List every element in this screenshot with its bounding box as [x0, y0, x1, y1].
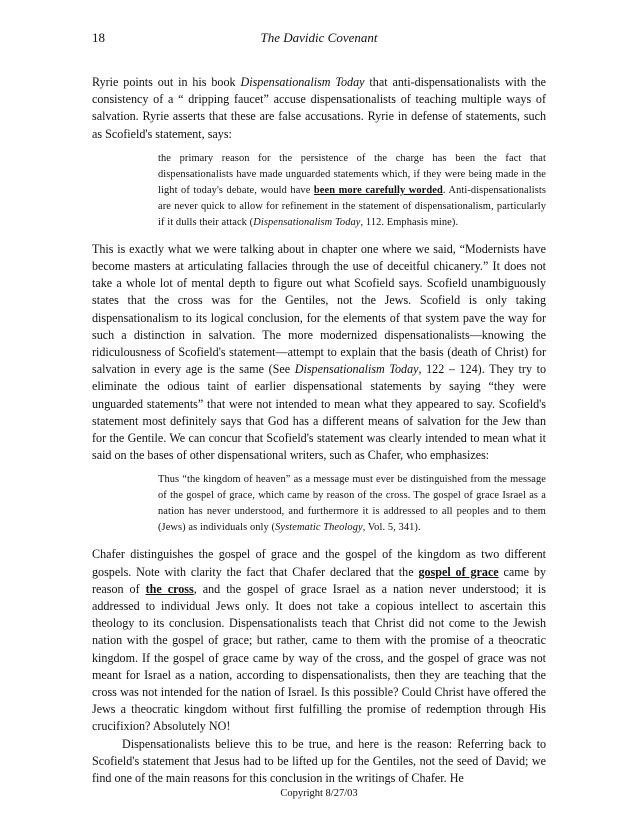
paragraph-ryrie: [92, 74, 546, 143]
emphasis-underline: gospel of grace: [418, 564, 499, 579]
quote-text: the primary reason for the persistence of the charge has been the fact that dispensationalists have made unguarded statements which, if they were being made in the light of today's debate, would have: [158, 152, 546, 196]
quote-text: , Vol. 5, 341).: [362, 522, 421, 534]
paragraph-text: , 122 – 124). They try to eliminate the odious taint of earlier dispensational statements by saying “they were unguarded statements” that were not intended to mean what they appeared to say. Scofield's statement most definitely says that God has a different means of salvation for the Jew than for the Gentile. We can concur that Scofield's statement was clearly intended to mean what it said on the bases of other dispensational writers, such as Chafer, who emphasizes:: [92, 362, 547, 463]
paragraph-chafer: [92, 546, 546, 735]
page-body: [92, 74, 546, 787]
paragraph-text: This is exactly what we were talking about in chapter one where we said, “Modernists have become masters at articulating fallacies through the use of deceitful chicanery.” It does not take a whole lot of mental depth to figure out what Scofield says. Scofield unambiguously states that the cross was for the Gentiles, not the Jews. Scofield is only taking dispensationalism to its logical conclusion, for the elements of that system pave the way for such a distinction in salvation. The more modernized dispensationalists—knowing the ridiculousness of Scofield's statement—attempt to explain that the basis (death of Christ) for salvation in every age is the same (See: [92, 241, 546, 377]
paragraph-modernists: [92, 241, 546, 465]
emphasis-underline: been more carefully worded: [313, 184, 443, 196]
book-title: Dispensationalism Today: [253, 216, 361, 228]
page-header: [92, 30, 546, 50]
emphasis-underline: the cross: [145, 581, 194, 596]
page-number: 18: [92, 30, 105, 45]
quote-text: , 112. Emphasis mine).: [360, 216, 459, 228]
book-title: Dispensationalism Today: [294, 362, 419, 377]
book-title: Systematic Theology: [275, 522, 363, 534]
paragraph-dispensationalists: Dispensationalists believe this to be true, and here is the reason: Referring back to Scofield's statement that Jesus had to be lifted up for the Gentiles, not the seed of David; we find one of the main reasons for this conclusion in the writings of Chafer. He: [92, 736, 546, 786]
quote-text: . Anti-dispensationalists are never quick to allow for refinement in the statement of dispensationalism, particularly if it dulls their attack (: [158, 184, 547, 228]
block-quote-chafer: [158, 472, 546, 536]
paragraph-text: , and the gospel of grace Israel as a nation never understood; it is addressed to individual Jews only. It does not take a copious intellect to ascertain this theology to its conclusion. Dispensationalists teach that Christ did not come to the Jewish nation with the gospel of grace; but rather, came to them with the promise of a theocratic kingdom. If the gospel of grace came by way of the cross, and the gospel of grace was not meant for Israel as a nation, according to dispensationalists, then they are teaching that the cross was not intended for the nation of Israel. Is this possible? Could Christ have offered the Jews a theocratic kingdom without first fulfilling the promise of redemption through His crucifixion? Absolutely NO!: [92, 581, 546, 734]
paragraph-text: that anti-dispensationalists with the consistency of a “ dripping faucet” accuse dispensationalists of teaching multiple ways of salvation. Ryrie asserts that these are false accusations. Ryrie in defense of statements, such as Scofield's statement, says:: [92, 75, 546, 141]
paragraph-text: came by reason of: [92, 564, 547, 596]
block-quote-ryrie: [158, 151, 546, 231]
paragraph-text: Chafer distinguishes the gospel of grace and the gospel of the kingdom as two different gospels. Note with clarity the fact that Chafer declared that the: [92, 547, 546, 579]
running-title: The Davidic Covenant: [260, 30, 378, 45]
quote-text: Thus “the kingdom of heaven” as a message must ever be distinguished from the message of the gospel of grace, which came by reason of the cross. The gospel of grace Israel as a nation has never understood, and furthermore it is addressed to all peoples and to them (Jews) as individuals only (: [158, 474, 546, 534]
page-footer: Copyright 8/27/03: [280, 788, 358, 799]
book-title: Dispensationalism Today: [240, 75, 365, 89]
paragraph-text: Ryrie points out in his book: [92, 75, 241, 89]
